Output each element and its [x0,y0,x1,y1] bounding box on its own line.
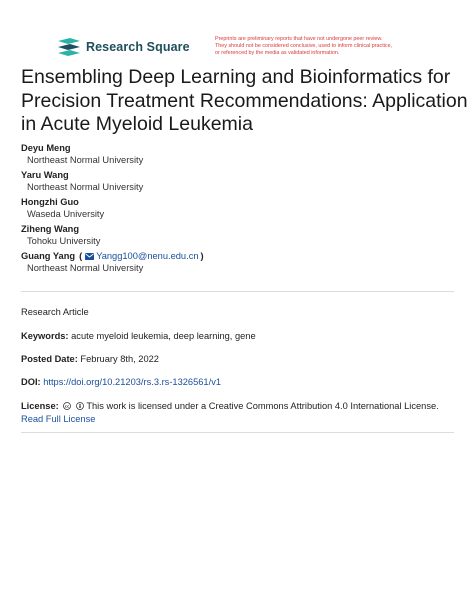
author-entry [21,142,461,166]
author-email-link[interactable]: Yangg100@nenu.edu.cn [96,251,199,261]
svg-text:cc: cc [65,404,70,409]
author-name: Hongzhi Guo [21,197,79,207]
preprint-header [0,0,474,62]
disclaimer-line: Preprints are preliminary reports that have not undergone peer review. [215,36,383,42]
author-list [21,142,461,277]
email-open-paren: ( [79,251,83,261]
author-affiliation: Northeast Normal University [27,155,144,165]
author-affiliation: Northeast Normal University [27,182,144,192]
author-entry [21,250,461,274]
keywords-row [21,330,256,342]
logo-text: Research Square [86,40,190,54]
license-text: This work is licensed under a Creative Commons Attribution 4.0 International License. [86,401,439,411]
corresponding-author-name [21,250,461,262]
author-name: Deyu Meng [21,143,71,153]
author-name: Yaru Wang [21,170,69,180]
license-row [21,400,439,412]
license-label: License: [21,401,59,411]
title-line: Precision Treatment Recommendations: Application [21,89,468,112]
read-license-row [21,413,95,425]
envelope-icon [85,253,94,260]
read-full-license-link[interactable]: Read Full License [21,414,96,424]
author-name: Ziheng Wang [21,224,80,234]
research-square-logo[interactable] [58,38,190,56]
disclaimer-line: They should not be considered conclusive, used to inform clinical practice, [215,43,393,50]
keywords-value: acute myeloid leukemia, deep learning, gene [71,331,256,341]
author-name-text: Guang Yang [21,251,76,261]
email-close-paren: ) [200,251,204,261]
email-container [79,250,204,262]
author-affiliation: Tohoku University [27,236,101,246]
disclaimer-line: or referenced by the media as validated information. [215,50,340,57]
author-affiliation: Waseda University [27,209,105,219]
author-affiliation: Northeast Normal University [27,263,144,273]
doi-row [21,376,221,388]
research-square-logo-icon [58,38,80,56]
section-divider [21,291,454,292]
keywords-label: Keywords: [21,331,69,341]
author-entry [21,223,461,247]
title-line: Ensembling Deep Learning and Bioinformatics for [21,66,451,88]
paper-title [21,66,468,137]
doi-label: DOI: [21,377,41,387]
title-line: in Acute Myeloid Leukemia [21,113,253,135]
posted-date-label: Posted Date: [21,354,78,364]
creative-commons-icon [63,402,71,410]
posted-date-row [21,353,159,365]
article-type: Research Article [21,307,89,317]
posted-date-value: February 8th, 2022 [80,354,159,364]
preprint-disclaimer [215,36,445,58]
section-divider [21,432,454,433]
attribution-icon [76,402,84,410]
author-entry [21,196,461,220]
doi-link[interactable]: https://doi.org/10.21203/rs.3.rs-1326561/v1 [43,377,222,387]
author-entry [21,169,461,193]
